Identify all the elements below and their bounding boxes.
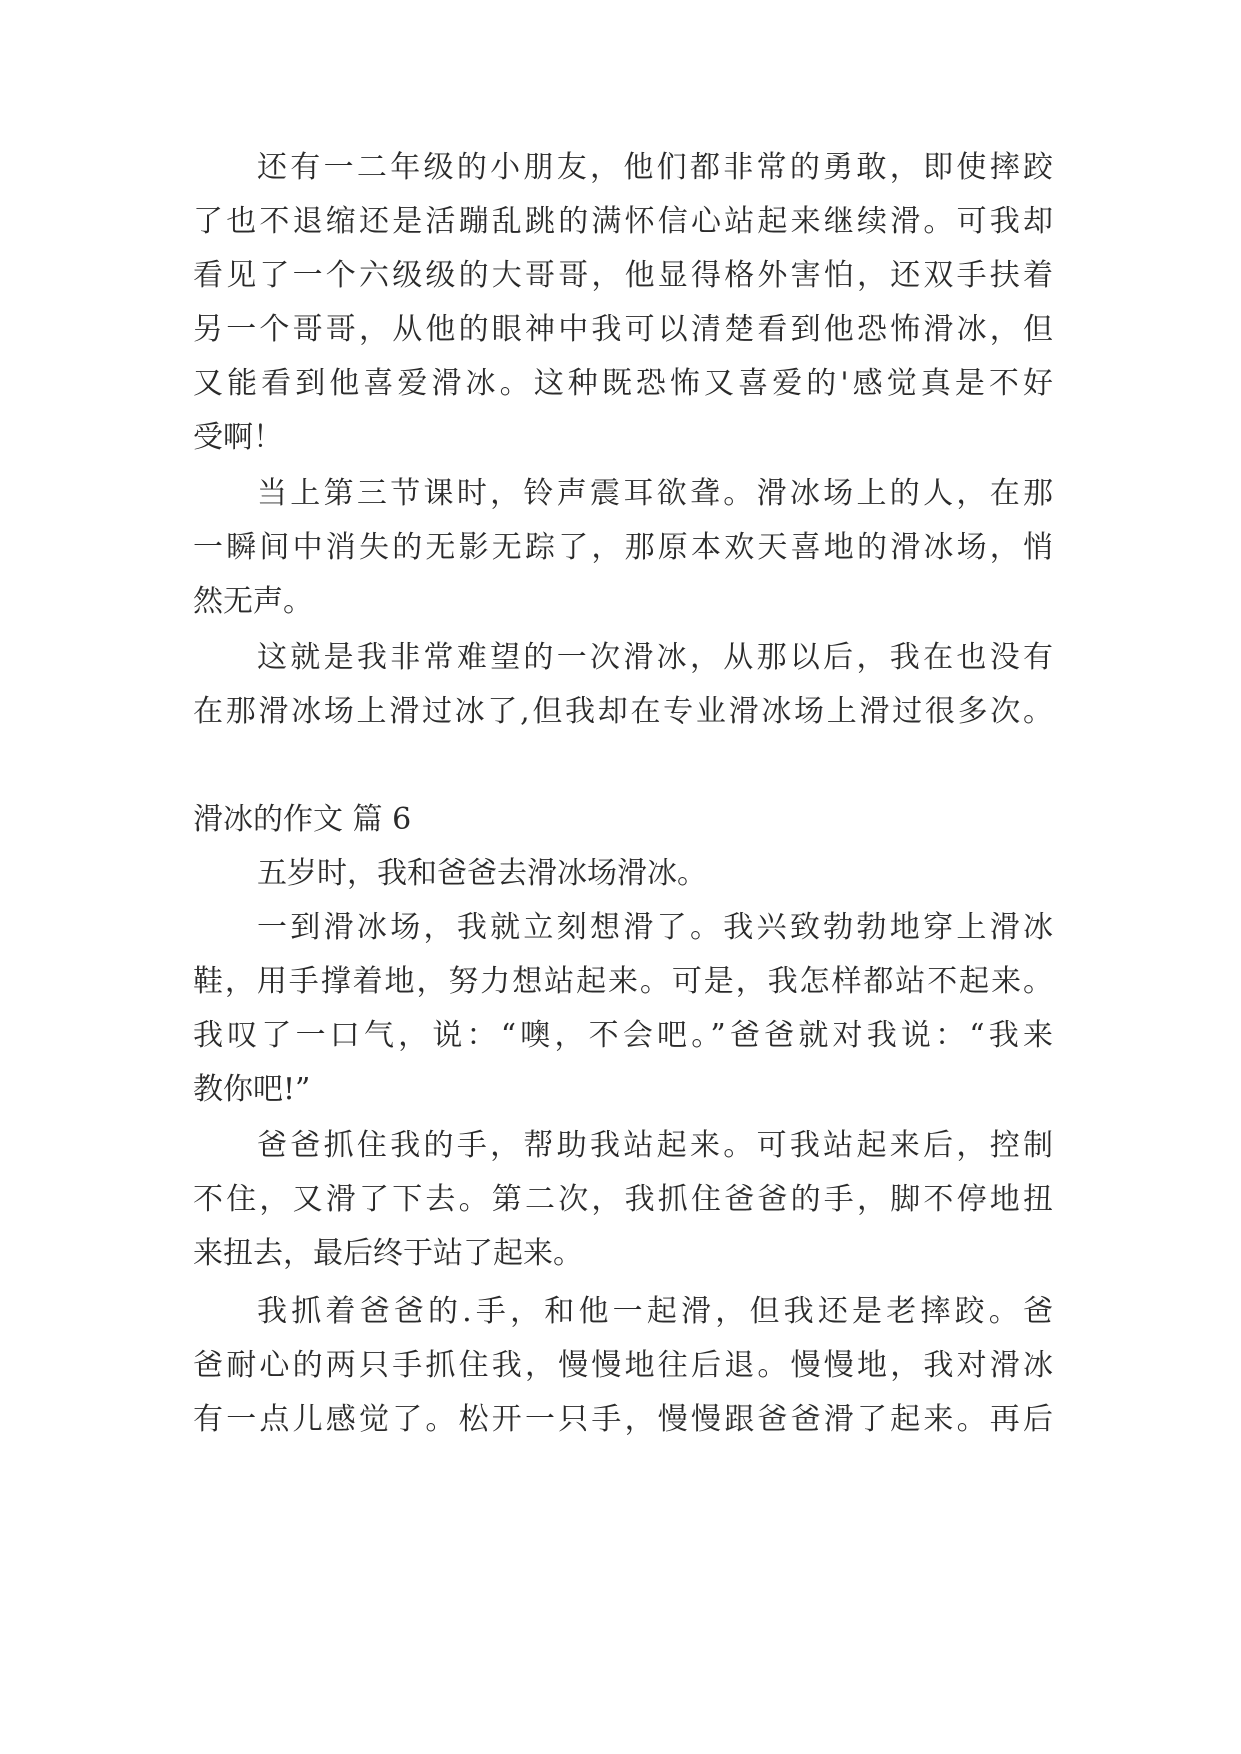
text-line: 这就是我非常难望的一次滑冰，从那以后，我在也没有 <box>257 640 1053 675</box>
text-line: 了也不退缩还是活蹦乱跳的满怀信心站起来继续滑。可我却 <box>193 204 1053 239</box>
text-line: 还有一二年级的小朋友，他们都非常的勇敢，即使摔跤 <box>257 150 1053 185</box>
text-line: 爸爸抓住我的手，帮助我站起来。可我站起来后，控制 <box>257 1128 1053 1163</box>
text-line: 一到滑冰场，我就立刻想滑了。我兴致勃勃地穿上滑冰 <box>257 910 1053 945</box>
text-line: 当上第三节课时，铃声震耳欲聋。滑冰场上的人，在那 <box>257 476 1053 511</box>
text-line: 一瞬间中消失的无影无踪了，那原本欢天喜地的滑冰场，悄 <box>193 530 1053 565</box>
text-line: 在那滑冰场上滑过冰了,但我却在专业滑冰场上滑过很多次。 <box>193 694 1053 729</box>
text-line: 看见了一个六级级的大哥哥，他显得格外害怕，还双手扶着 <box>193 258 1053 293</box>
text-line: 另一个哥哥，从他的眼神中我可以清楚看到他恐怖滑冰，但 <box>193 312 1053 347</box>
text-line: 来扭去，最后终于站了起来。 <box>193 1236 583 1271</box>
text-line: 我抓着爸爸的.手，和他一起滑，但我还是老摔跤。爸 <box>257 1294 1053 1329</box>
text-line: 五岁时，我和爸爸去滑冰场滑冰。 <box>257 856 707 891</box>
text-line: 鞋，用手撑着地，努力想站起来。可是，我怎样都站不起来。 <box>193 964 1053 999</box>
text-line: 有一点儿感觉了。松开一只手，慢慢跟爸爸滑了起来。再后 <box>193 1402 1053 1437</box>
text-line: 不住，又滑了下去。第二次，我抓住爸爸的手，脚不停地扭 <box>193 1182 1053 1217</box>
text-line: 爸耐心的两只手抓住我，慢慢地往后退。慢慢地，我对滑冰 <box>193 1348 1053 1383</box>
text-line: 又能看到他喜爱滑冰。这种既恐怖又喜爱的'感觉真是不好 <box>193 366 1053 401</box>
text-line: 我叹了一口气，说：“噢，不会吧。”爸爸就对我说：“我来 <box>193 1018 1053 1053</box>
text-line: 然无声。 <box>193 584 313 619</box>
text-line: 教你吧!” <box>193 1072 311 1107</box>
text-line: 受啊！ <box>193 420 283 455</box>
section-heading: 滑冰的作文 篇 6 <box>193 802 412 837</box>
